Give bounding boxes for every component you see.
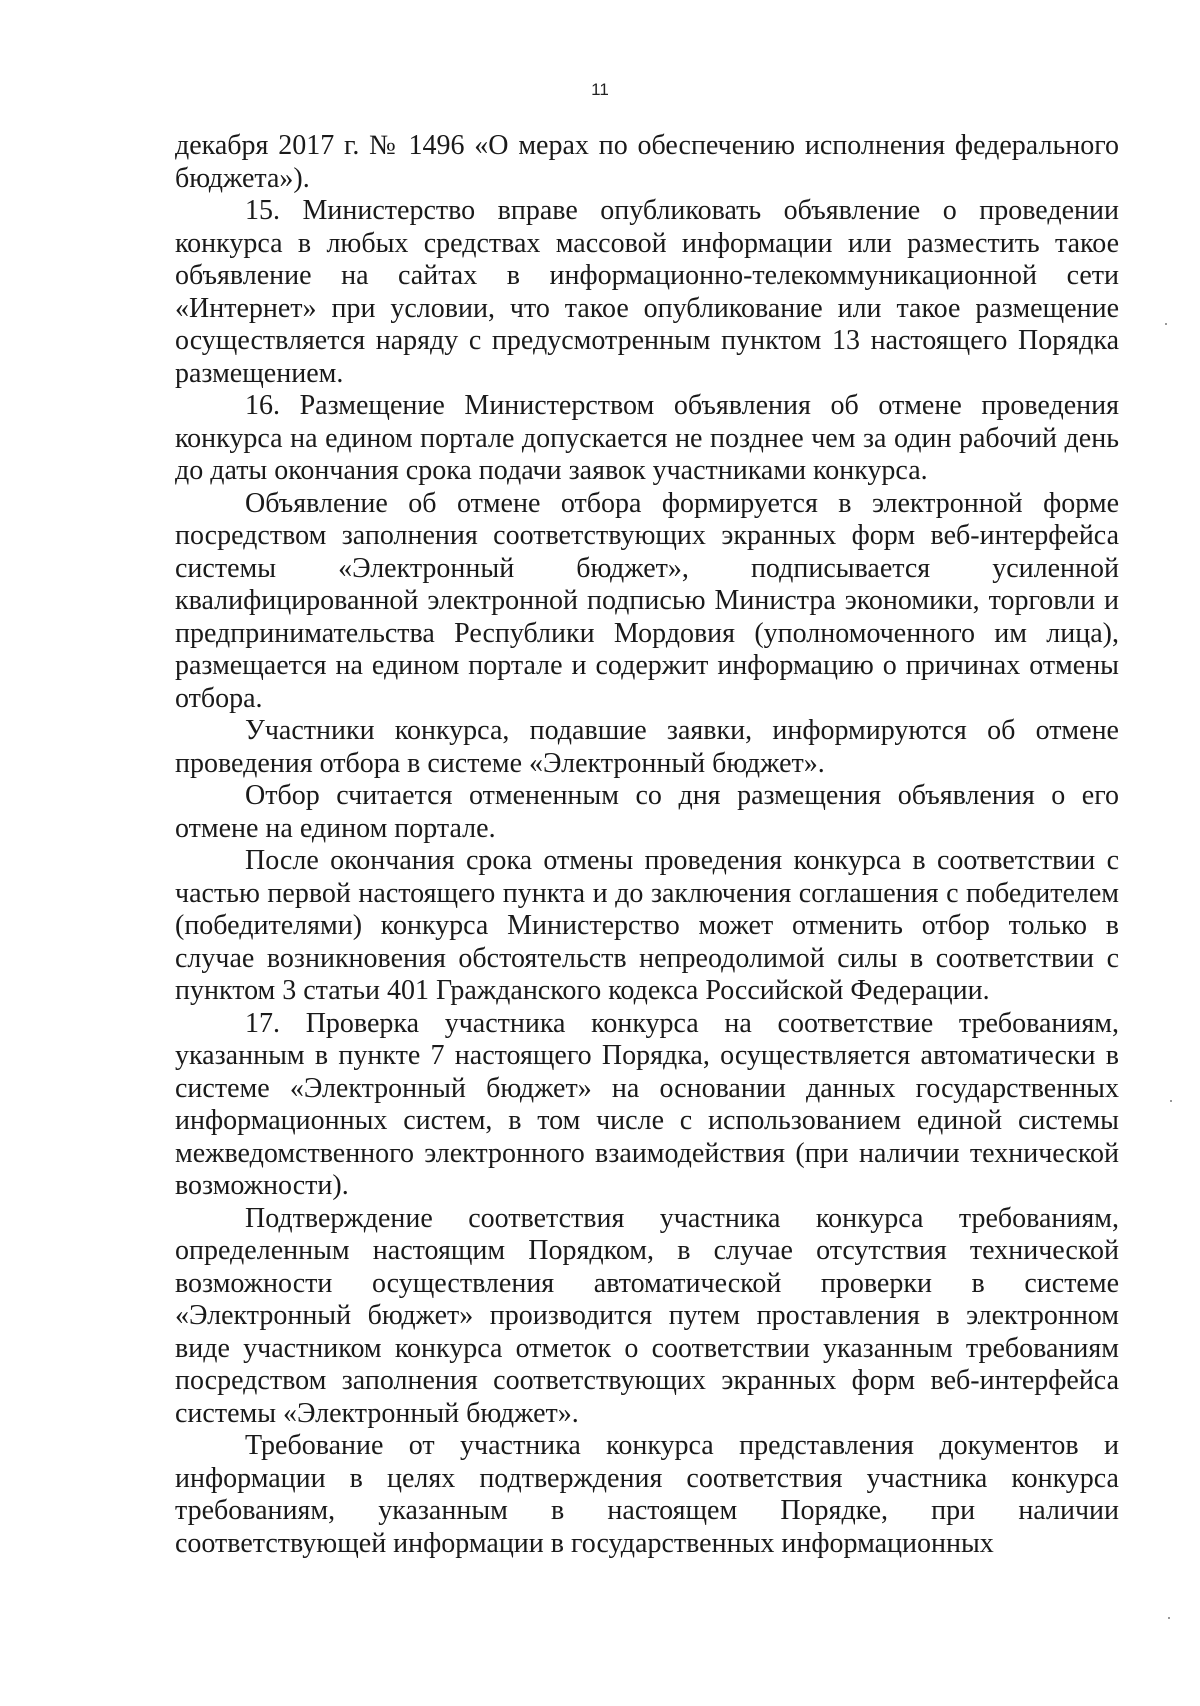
paragraph-participants-informed: Участники конкурса, подавшие заявки, информируются об отмене проведения отбора в системе «Электронный бюджет». (175, 715, 1119, 779)
paragraph-item-15: 15. Министерство вправе опубликовать объявление о проведении конкурса в любых средствах массовой информации или разместить такое объявление на сайтах в информационно-телекоммуникационной сети «Интернет» при условии, что такое опубликование или такое размещение осуществляется наряду с предусмотренным пунктом 13 настоящего Порядка размещением. (175, 195, 1119, 389)
scan-speck (1168, 1617, 1170, 1619)
paragraph-force-majeure: После окончания срока отмены проведения конкурса в соответствии с частью первой настоящего пункта и до заключения соглашения с победителем (победителями) конкурса Министерство может отменить отбор только в случае возникновения обстоятельств непреодолимой силы в соответствии с пунктом 3 статьи 401 Гражданского кодекса Российской Федерации. (175, 845, 1119, 1006)
paragraph-confirmation: Подтверждение соответствия участника конкурса требованиям, определенным настоящим Порядком, в случае отсутствия технической возможности осуществления автоматической проверки в системе «Электронный бюджет» производится путем проставления в электронном виде участником конкурса отметок о соответствии указанным требованиям посредством заполнения соответствующих экранных форм веб-интерфейса системы «Электронный бюджет». (175, 1202, 1119, 1429)
paragraph-continuation: декабря 2017 г. № 1496 «О мерах по обеспечению исполнения федерального бюджета»). (175, 130, 1119, 194)
scan-speck (1170, 1100, 1172, 1102)
paragraph-cancellation-notice: Объявление об отмене отбора формируется в электронной форме посредством заполнения соответствующих экранных форм веб-интерфейса системы «Электронный бюджет», подписывается усиленной квалифицированной электронной подписью Министра экономики, торговли и предпринимательства Республики Мордовия (уполномоченного им лица), размещается на едином портале и содержит информацию о причинах отмены отбора. (175, 487, 1119, 714)
paragraph-requirement: Требование от участника конкурса представления документов и информации в целях подтверждения соответствия участника конкурса требованиям, указанным в настоящем Порядке, при наличии соответствующей информации в государственных информационных (175, 1430, 1119, 1559)
document-body (175, 130, 1119, 1560)
page-number: 11 (591, 80, 609, 99)
scan-speck (1165, 323, 1167, 325)
paragraph-item-16: 16. Размещение Министерством объявления об отмене проведения конкурса на едином портале допускается не позднее чем за один рабочий день до даты окончания срока подачи заявок участниками конкурса. (175, 390, 1119, 486)
paragraph-selection-cancelled: Отбор считается отмененным со дня размещения объявления о его отмене на едином портале. (175, 780, 1119, 844)
paragraph-item-17: 17. Проверка участника конкурса на соответствие требованиям, указанным в пункте 7 настоящего Порядка, осуществляется автоматически в системе «Электронный бюджет» на основании данных государственных информационных систем, в том числе с использованием единой системы межведомственного электронного взаимодействия (при наличии технической возможности). (175, 1007, 1119, 1201)
